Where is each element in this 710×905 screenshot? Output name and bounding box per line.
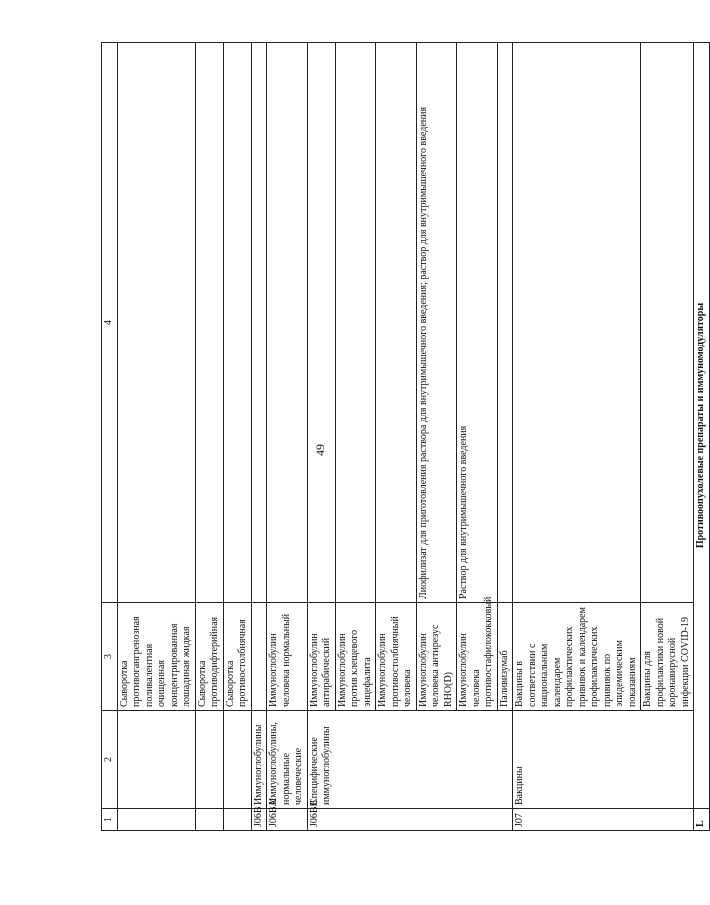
dosage-form-cell	[251, 43, 267, 603]
table-row	[117, 43, 195, 831]
group-cell: Вакцины	[513, 711, 694, 809]
code-cell: J06BB	[307, 809, 513, 831]
code-cell	[117, 809, 195, 831]
table-row	[307, 43, 335, 831]
group-cell	[195, 711, 223, 809]
code-cell: J06B	[251, 809, 267, 831]
column-header-2: 2	[102, 711, 118, 809]
dosage-form-cell: Раствор для внутримышечного введения	[457, 43, 498, 603]
drug-name-cell: Сыворотка противодифтерийная	[195, 603, 223, 711]
drug-name-cell: Сыворотка противогангренозная поливалентная очищенная концентрированная лошадиная жидкая	[117, 603, 195, 711]
drug-name-cell: Сыворотка противостолбнячная	[223, 603, 251, 711]
code-cell: J07	[513, 809, 694, 831]
drug-name-cell: Иммуноглобулин человека противостафилококковый	[457, 603, 498, 711]
drug-name-cell: Вакцины в соответствии с национальным календарем профилактических прививок и календарем профилактических прививок по эпидемическим показаниям	[513, 603, 641, 711]
table-row	[195, 43, 223, 831]
dosage-form-cell	[376, 43, 417, 603]
table-row	[251, 43, 267, 831]
dosage-form-cell	[497, 43, 513, 603]
group-cell	[117, 711, 195, 809]
dosage-form-cell	[335, 43, 376, 603]
dosage-form-cell	[307, 43, 335, 603]
table-row	[223, 43, 251, 831]
drug-name-cell: Иммуноглобулин человека антирезус RHO(D)	[416, 603, 457, 711]
table-row	[513, 43, 641, 831]
drug-name-cell: Иммуноглобулин антирабический	[307, 603, 335, 711]
drug-table	[101, 42, 710, 831]
drug-name-cell: Иммуноглобулин человека нормальный	[267, 603, 308, 711]
column-header-1: 1	[102, 809, 118, 831]
code-cell	[223, 809, 251, 831]
column-number-row	[102, 43, 118, 831]
dosage-form-cell	[195, 43, 223, 603]
dosage-form-cell	[223, 43, 251, 603]
table-row	[267, 43, 308, 831]
dosage-form-cell	[641, 43, 694, 603]
section-title: Противоопухолевые препараты и иммуномодуляторы	[694, 43, 710, 809]
group-cell: Специфические иммуноглобулины	[307, 711, 513, 809]
code-cell: J06BA	[267, 809, 308, 831]
drug-name-cell: Вакцины для профилактики новой коронавирусной инфекции COVID-19	[641, 603, 694, 711]
column-header-3: 3	[102, 603, 118, 711]
column-header-4: 4	[102, 43, 118, 603]
group-cell: Иммуноглобулины, нормальные человеческие	[267, 711, 308, 809]
drug-name-cell: Паливизумаб	[497, 603, 513, 711]
rotated-table-container	[101, 61, 706, 831]
drug-name-cell	[251, 603, 267, 711]
code-cell	[195, 809, 223, 831]
section-row	[694, 43, 710, 831]
dosage-form-cell	[513, 43, 641, 603]
drug-name-cell: Иммуноглобулин противостолбнячный человека	[376, 603, 417, 711]
drug-name-cell: Иммуноглобулин против клещевого энцефалита	[335, 603, 376, 711]
page-number: 49	[313, 444, 327, 456]
dosage-form-cell	[267, 43, 308, 603]
group-cell	[223, 711, 251, 809]
dosage-form-cell	[117, 43, 195, 603]
group-cell: Иммуноглобулины	[251, 711, 267, 809]
section-code: L	[694, 809, 710, 831]
dosage-form-cell: Лиофилизат для приготовления раствора для внутримышечного введения; раствор для внутримышечного введения	[416, 43, 457, 603]
